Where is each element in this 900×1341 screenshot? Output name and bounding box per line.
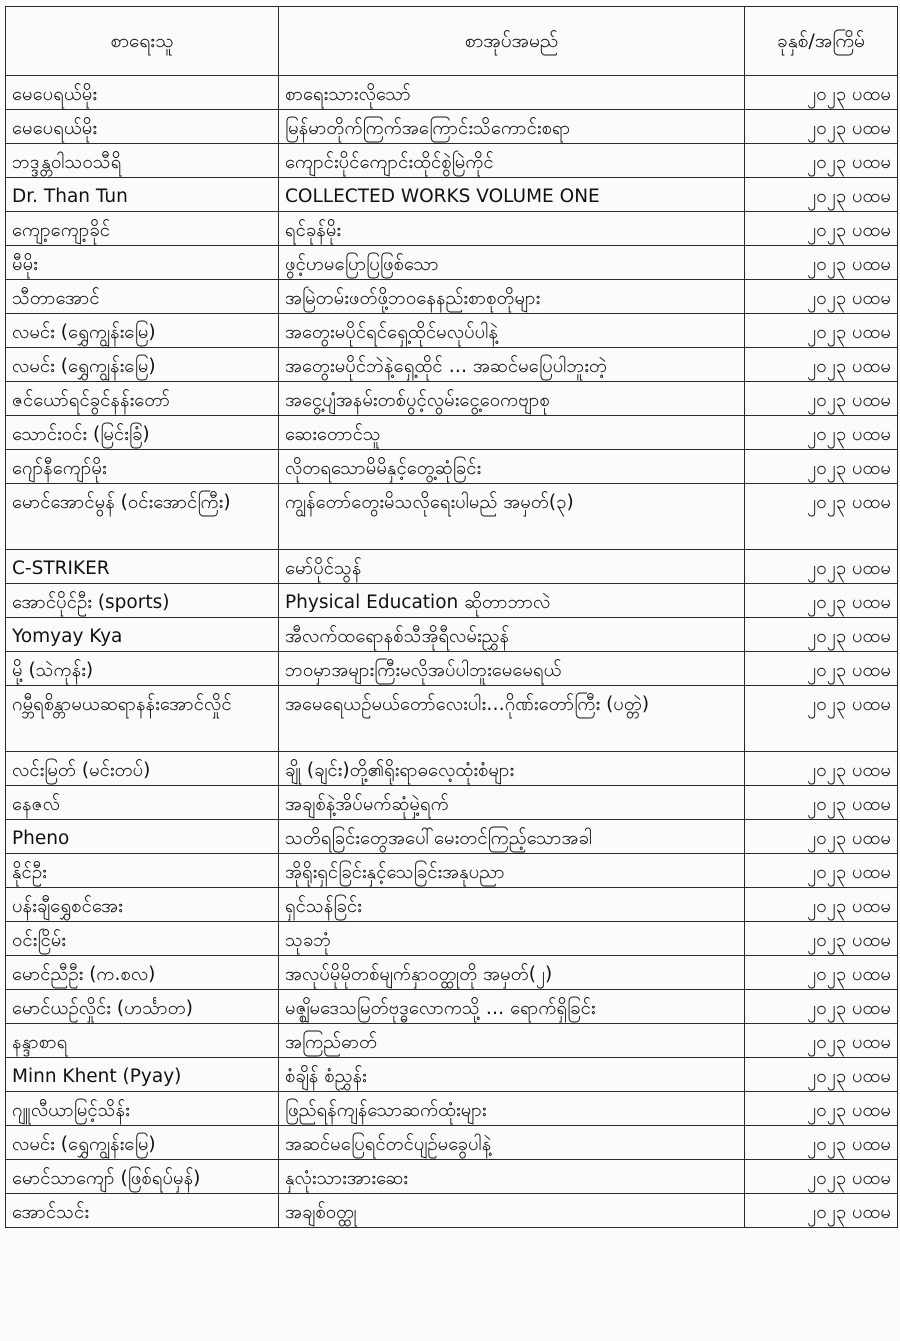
title-cell: အမေရေယဉ်မယ်တော်လေးပါး…ဂိုဏ်းတော်ကြီး (ပတ္တဲ) xyxy=(279,686,745,752)
title-cell: ဆေးတောင်သူ xyxy=(279,416,745,450)
book-list-table xyxy=(5,6,898,1228)
table-row xyxy=(6,888,898,922)
edition-cell: ၂၀၂၃ ပထမ xyxy=(745,956,898,990)
author-cell: မီမိုး xyxy=(6,246,279,280)
table-row xyxy=(6,618,898,652)
table-row xyxy=(6,484,898,550)
author-cell: ဘဒ္ဒန္တဝါသဝသီရိ xyxy=(6,144,279,178)
table-row xyxy=(6,348,898,382)
title-cell: လိုတရသောမိမိနှင့်တွေ့ဆုံခြင်း xyxy=(279,450,745,484)
edition-cell: ၂၀၂၃ ပထမ xyxy=(745,550,898,584)
title-cell: မဇ္ဈိမဒေသမြတ်ဗုဒ္ဓလောကသို့ … ရောက်ရှိခြင်း xyxy=(279,990,745,1024)
author-cell: နန္ဒာစာရ xyxy=(6,1024,279,1058)
title-cell: အတွေးမပိုင်ရင်ရှေ့ထိုင်မလုပ်ပါနဲ့ xyxy=(279,314,745,348)
title-cell: အငွေ့ပျံအနမ်းတစ်ပွင့်လွမ်းငွေ့ဝေကဗျာစု xyxy=(279,382,745,416)
author-cell: ဝင်းငြိမ်း xyxy=(6,922,279,956)
table-row xyxy=(6,922,898,956)
header-author: စာရေးသူ xyxy=(6,7,279,76)
author-cell: ဂျူလီယာမြင့်သိန်း xyxy=(6,1092,279,1126)
table-row xyxy=(6,144,898,178)
edition-cell: ၂၀၂၃ ပထမ xyxy=(745,584,898,618)
edition-cell: ၂၀၂၃ ပထမ xyxy=(745,820,898,854)
title-cell: အီလက်ထရောနစ်သီအိုရီလမ်းညွှန် xyxy=(279,618,745,652)
table-row xyxy=(6,1126,898,1160)
header-row xyxy=(6,7,898,76)
author-cell: မို့ (သဲကုန်း) xyxy=(6,652,279,686)
title-cell: ဘဝမှာအများကြီးမလိုအပ်ပါဘူးမေမေရယ် xyxy=(279,652,745,686)
title-cell: ဖြည်ရန်ကျန်သောဆက်ထုံးများ xyxy=(279,1092,745,1126)
title-cell: စံချိန် စံညွှန်း xyxy=(279,1058,745,1092)
table-row xyxy=(6,1058,898,1092)
title-cell: ရှင်သန်ခြင်း xyxy=(279,888,745,922)
author-cell: Minn Khent (Pyay) xyxy=(6,1058,279,1092)
edition-cell: ၂၀၂၃ ပထမ xyxy=(745,990,898,1024)
title-cell: အဆင်မပြေရင်တင်ပျဉ်မခွေပါနဲ့ xyxy=(279,1126,745,1160)
title-cell: ကျွန်တော်တွေးမိသလိုရေးပါမည် အမှတ်(၃) xyxy=(279,484,745,550)
table-row xyxy=(6,956,898,990)
table-row xyxy=(6,652,898,686)
edition-cell: ၂၀၂၃ ပထမ xyxy=(745,652,898,686)
edition-cell: ၂၀၂၃ ပထမ xyxy=(745,144,898,178)
title-cell: အချစ်နဲ့အိပ်မက်ဆုံမှဲ့ရက် xyxy=(279,786,745,820)
author-cell: မောင်သာကျော် (ဖြစ်ရပ်မှန်) xyxy=(6,1160,279,1194)
title-cell: Physical Education ဆိုတာဘာလဲ xyxy=(279,584,745,618)
table-row xyxy=(6,450,898,484)
title-cell: သုခဘုံ xyxy=(279,922,745,956)
edition-cell: ၂၀၂၃ ပထမ xyxy=(745,246,898,280)
edition-cell: ၂၀၂၃ ပထမ xyxy=(745,1024,898,1058)
title-cell: ချို (ချင်း)တို့၏ရိုးရာဓလေ့ထုံးစံများ xyxy=(279,752,745,786)
table-row xyxy=(6,416,898,450)
table-row xyxy=(6,1160,898,1194)
edition-cell: ၂၀၂၃ ပထမ xyxy=(745,854,898,888)
edition-cell: ၂၀၂၃ ပထမ xyxy=(745,922,898,956)
author-cell: ဂျော်နီကျော်မိုး xyxy=(6,450,279,484)
header-edition: ခုနှစ်/အကြိမ် xyxy=(745,7,898,76)
edition-cell: ၂၀၂၃ ပထမ xyxy=(745,1092,898,1126)
edition-cell: ၂၀၂၃ ပထမ xyxy=(745,416,898,450)
title-cell: မြန်မာတိုက်ကြက်အကြောင်းသိကောင်းစရာ xyxy=(279,110,745,144)
table-row xyxy=(6,1024,898,1058)
author-cell: ဇင်ယော်ရင်ခွင်နန်းတော် xyxy=(6,382,279,416)
author-cell: အောင်သင်း xyxy=(6,1194,279,1228)
title-cell: ကျောင်းပိုင်ကျောင်းထိုင်စွဲမြဲကိုင် xyxy=(279,144,745,178)
edition-cell: ၂၀၂၃ ပထမ xyxy=(745,752,898,786)
edition-cell: ၂၀၂၃ ပထမ xyxy=(745,110,898,144)
table-body xyxy=(6,76,898,1228)
title-cell: အလုပ်မိုမိုတစ်မျက်နှာဝတ္ထုတို အမှတ်(၂) xyxy=(279,956,745,990)
table-row xyxy=(6,110,898,144)
table-row xyxy=(6,686,898,752)
edition-cell: ၂၀၂၃ ပထမ xyxy=(745,212,898,246)
table-row xyxy=(6,382,898,416)
table-row xyxy=(6,752,898,786)
title-cell: သတိရခြင်းတွေအပေါ်မေးတင်ကြည့်သောအခါ xyxy=(279,820,745,854)
edition-cell: ၂၀၂၃ ပထမ xyxy=(745,484,898,550)
author-cell: နေဇလ် xyxy=(6,786,279,820)
author-cell: ဂမ္ဘီရစိန္တာမယဆရာနန်းအောင်လှိုင် xyxy=(6,686,279,752)
title-cell: အိုရိုးရှင်ခြင်းနှင့်သေခြင်းအနုပညာ xyxy=(279,854,745,888)
edition-cell: ၂၀၂၃ ပထမ xyxy=(745,1194,898,1228)
title-cell: မော်ပိုင်သွန် xyxy=(279,550,745,584)
author-cell: မောင်ညီဦး (က.စလ) xyxy=(6,956,279,990)
edition-cell: ၂၀၂၃ ပထမ xyxy=(745,888,898,922)
author-cell: လမင်း (ရွှေကျွန်းမြေ) xyxy=(6,348,279,382)
title-cell: နှလုံးသားအားဆေး xyxy=(279,1160,745,1194)
table-row xyxy=(6,212,898,246)
table-row xyxy=(6,584,898,618)
author-cell: အောင်ပိုင်ဦး (sports) xyxy=(6,584,279,618)
author-cell: ပန်းချီရွှေစင်အေး xyxy=(6,888,279,922)
author-cell: လင်းမြတ် (မင်းတပ်) xyxy=(6,752,279,786)
author-cell: မောင်ယဉ်လှိုင်း (ဟင်္သာတ) xyxy=(6,990,279,1024)
table-row xyxy=(6,854,898,888)
edition-cell: ၂၀၂၃ ပထမ xyxy=(745,1160,898,1194)
edition-cell: ၂၀၂၃ ပထမ xyxy=(745,1058,898,1092)
author-cell: လမင်း (ရွှေကျွန်းမြေ) xyxy=(6,314,279,348)
table-row xyxy=(6,1092,898,1126)
title-cell: အကြည်ဓာတ် xyxy=(279,1024,745,1058)
author-cell: Pheno xyxy=(6,820,279,854)
author-cell: C-STRIKER xyxy=(6,550,279,584)
author-cell: Dr. Than Tun xyxy=(6,178,279,212)
edition-cell: ၂၀၂၃ ပထမ xyxy=(745,786,898,820)
title-cell: အချစ်ဝတ္ထု xyxy=(279,1194,745,1228)
header-title: စာအုပ်အမည် xyxy=(279,7,745,76)
table-row xyxy=(6,76,898,110)
table-row xyxy=(6,550,898,584)
edition-cell: ၂၀၂၃ ပထမ xyxy=(745,348,898,382)
edition-cell: ၂၀၂၃ ပထမ xyxy=(745,1126,898,1160)
author-cell: မေပေရယ်မိုး xyxy=(6,110,279,144)
table-row xyxy=(6,990,898,1024)
author-cell: ကျော့ကျော့ခိုင် xyxy=(6,212,279,246)
edition-cell: ၂၀၂၃ ပထမ xyxy=(745,450,898,484)
edition-cell: ၂၀၂၃ ပထမ xyxy=(745,686,898,752)
table-row xyxy=(6,178,898,212)
table-row xyxy=(6,314,898,348)
table-row xyxy=(6,246,898,280)
title-cell: အတွေးမပိုင်ဘဲနဲ့ရှေ့ထိုင် … အဆင်မပြေပါဘူးတဲ့ xyxy=(279,348,745,382)
author-cell: သောင်းဝင်း (မြင်းခြံ) xyxy=(6,416,279,450)
author-cell: နိုင်ဦး xyxy=(6,854,279,888)
title-cell: အမြဲတမ်းဖတ်ဖို့ဘဝနေနည်းစာစုတိုများ xyxy=(279,280,745,314)
author-cell: Yomyay Kya xyxy=(6,618,279,652)
edition-cell: ၂၀၂၃ ပထမ xyxy=(745,618,898,652)
author-cell: မောင်အောင်မွန် (ဝင်းအောင်ကြီး) xyxy=(6,484,279,550)
title-cell: COLLECTED WORKS VOLUME ONE xyxy=(279,178,745,212)
author-cell: လမင်း (ရွှေကျွန်းမြေ) xyxy=(6,1126,279,1160)
edition-cell: ၂၀၂၃ ပထမ xyxy=(745,76,898,110)
author-cell: မေပေရယ်မိုး xyxy=(6,76,279,110)
table-row xyxy=(6,1194,898,1228)
edition-cell: ၂၀၂၃ ပထမ xyxy=(745,280,898,314)
table-row xyxy=(6,786,898,820)
table-row xyxy=(6,280,898,314)
table-row xyxy=(6,820,898,854)
edition-cell: ၂၀၂၃ ပထမ xyxy=(745,178,898,212)
title-cell: စာရေးသားလိုသော် xyxy=(279,76,745,110)
edition-cell: ၂၀၂၃ ပထမ xyxy=(745,314,898,348)
author-cell: သီတာအောင် xyxy=(6,280,279,314)
title-cell: ရင်ခုန်မိုး xyxy=(279,212,745,246)
title-cell: ဖွင့်ဟမပြောပြဖြစ်သော xyxy=(279,246,745,280)
edition-cell: ၂၀၂၃ ပထမ xyxy=(745,382,898,416)
